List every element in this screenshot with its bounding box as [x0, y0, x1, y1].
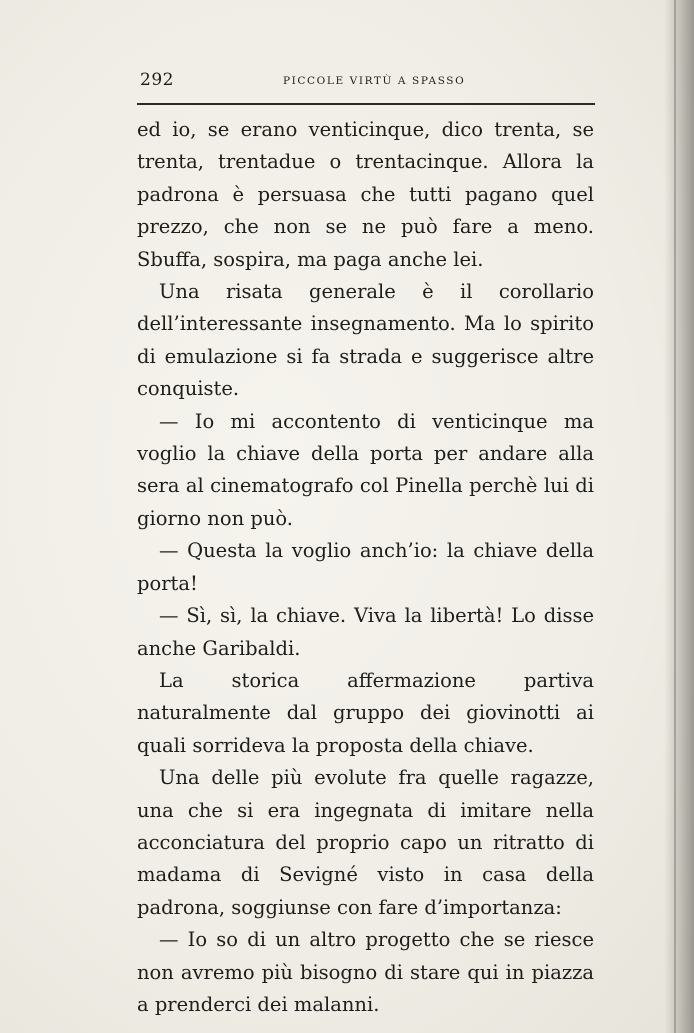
page-number: 292: [140, 70, 174, 90]
page-header: [140, 70, 595, 94]
paragraph: Una risata generale è il corollario dell’interessante insegnamento. Ma lo spirito di emulazione si fa strada e suggerisce altre conquiste.: [137, 280, 594, 401]
page-edge-shadow: [664, 0, 694, 1033]
running-head: PICCOLE VIRTÙ A SPASSO: [283, 75, 466, 87]
body-text: [137, 114, 594, 1021]
paragraph: — Io so di un altro progetto che se riesce non avremo più bisogno di stare qui in piazza a prenderci dei malanni.: [137, 928, 594, 1016]
paragraph: ed io, se erano venticinque, dico trenta, se trenta, trentadue o trentacinque. Allora la padrona è persuasa che tutti pagano quel prezzo, che non se ne può fare a meno. Sbuffa, sospira, ma paga anche lei.: [137, 118, 594, 271]
paragraph: La storica affermazione partiva naturalmente dal gruppo dei giovinotti ai quali sorrideva la proposta della chiave.: [137, 668, 594, 757]
paragraph: — Questa la voglio anch’io: la chiave della porta!: [137, 539, 594, 595]
paragraph: Una delle più evolute fra quelle ragazze, una che si era ingegnata di imitare nella acconciatura del proprio capo un ritratto di madama di Sevigné visto in casa della padrona, soggiunse con fare d’importanza:: [137, 766, 594, 919]
paragraph: — Io mi accontento di venticinque ma voglio la chiave della porta per andare alla sera al cinematografo col Pinella perchè lui di giorno non può.: [137, 409, 594, 530]
paragraph: — Sì, sì, la chiave. Viva la libertà! Lo disse anche Garibaldi.: [137, 604, 594, 660]
header-rule: [137, 103, 595, 105]
